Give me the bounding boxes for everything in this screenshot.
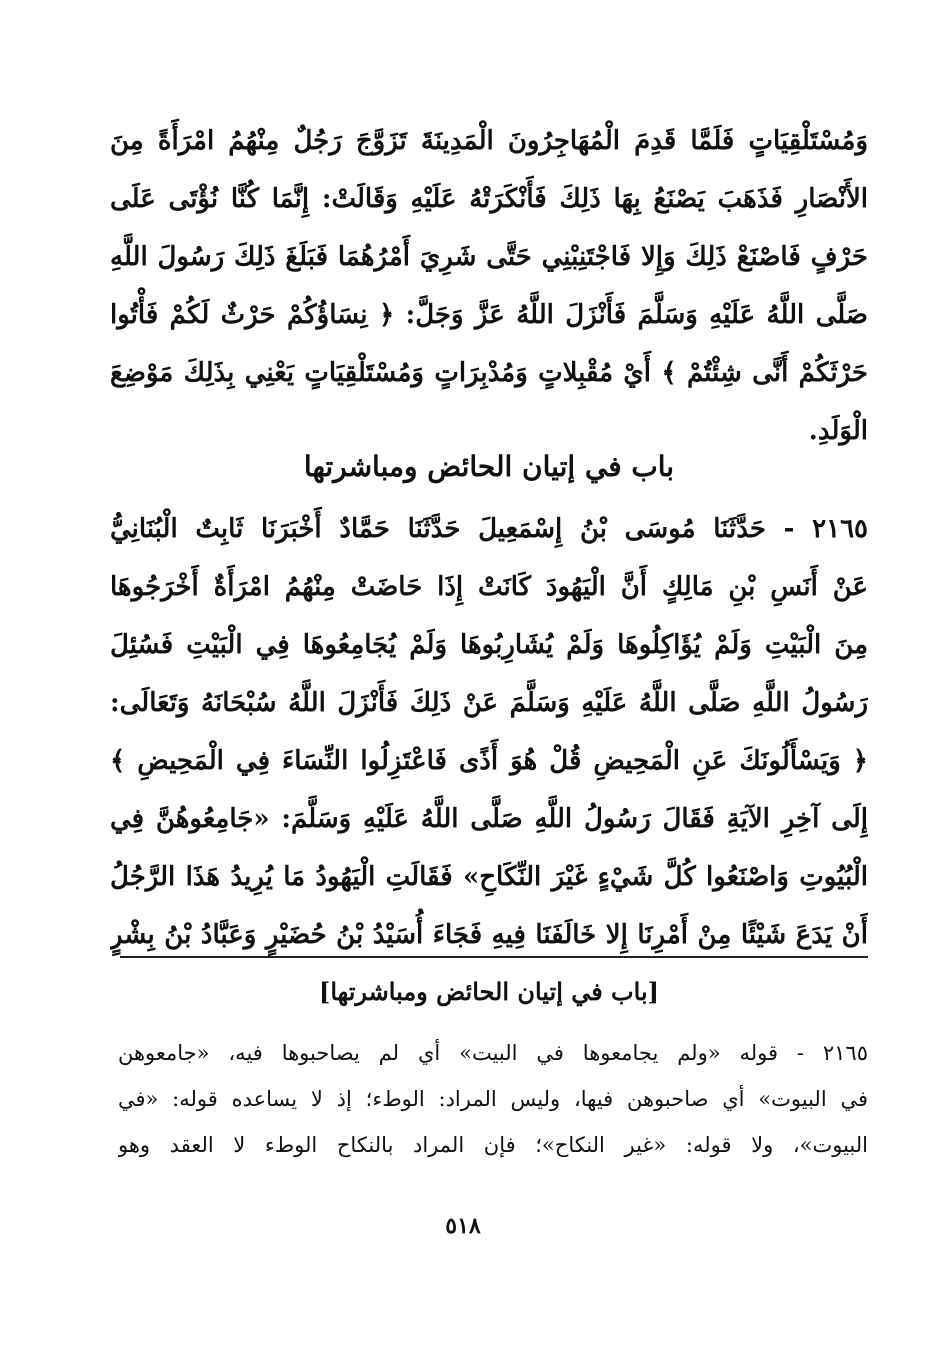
footnote-line: البيوت»، ولا قوله: «غير النكاح»؛ فإن المراد بالنكاح الوطء لا العقد وهو [118,1133,868,1157]
footnote-line: في البيوت» أي صاحبوهن فيها، وليس المراد: الوطء؛ إذ لا يساعده قوله: «في [118,1087,868,1111]
text-line: الأَنْصَارِ فَذَهَبَ يَصْنَعُ بِهَا ذَلِكَ فَأَنْكَرَتْهُ عَلَيْهِ وَقَالَتْ: إِنَّمَا كُنَّا نُؤْتَى عَلَى [110,184,868,214]
text-line: وَمُسْتَلْقِيَاتٍ فَلَمَّا قَدِمَ الْمُهَاجِرُونَ الْمَدِينَةَ تَزَوَّجَ رَجُلٌ مِنْهُمُ امْرَأَةً مِنَ [110,126,868,156]
hadith-line: أَنْ يَدَعَ شَيْئًا مِنْ أَمْرِنَا إِلا خَالَفَنَا فِيهِ فَجَاءَ أُسَيْدُ بْنُ حُضَيْرٍ وَعَبَّادُ بْنُ بِشْرٍ [110,920,868,950]
chapter-heading: باب في إتيان الحائض ومباشرتها [303,450,675,483]
text-line: حَرْفٍ فَاصْنَعْ ذَلِكَ وَإِلا فَاجْتَنِبْنِي حَتَّى شَرِيَ أَمْرُهُمَا فَبَلَغَ ذَلِكَ رَسُولَ اللَّهِ [110,242,868,272]
text-line: الْوَلَدِ. [808,416,868,446]
hadith-text-block [110,500,868,964]
hadith-line: رَسُولُ اللَّهِ صَلَّى اللَّهُ عَلَيْهِ وَسَلَّمَ عَنْ ذَلِكَ فَأَنْزَلَ اللَّهُ سُبْحَانَهُ وَتَعَالَى: [110,688,868,718]
main-text-block [110,112,868,460]
hadith-line: مِنَ الْبَيْتِ وَلَمْ يُؤَاكِلُوهَا وَلَمْ يُشَارِبُوهَا وَلَمْ يُجَامِعُوهَا فِي الْبَيْتِ فَسُئِلَ [110,630,868,660]
hadith-line: ٢١٦٥ - حَدَّثَنَا مُوسَى بْنُ إِسْمَعِيلَ حَدَّثَنَا حَمَّادٌ أَخْبَرَنَا ثَابِتٌ الْبُنَانِيُّ [110,514,868,544]
hadith-line: عَنْ أَنَسِ بْنِ مَالِكٍ أَنَّ الْيَهُودَ كَانَتْ إِذَا حَاضَتْ مِنْهُمُ امْرَأَةٌ أَخْرَجُوهَا [110,572,868,602]
text-line: حَرْثَكُمْ أَنَّى شِئْتُمْ ﴾ أَيْ مُقْبِلاتٍ وَمُدْبِرَاتٍ وَمُسْتَلْقِيَاتٍ يَعْنِي بِذَلِكَ مَوْضِعَ [110,358,868,388]
hadith-line: ﴿ وَيَسْأَلُونَكَ عَنِ الْمَحِيضِ قُلْ هُوَ أَذًى فَاعْتَزِلُوا النِّسَاءَ فِي الْمَحِيضِ ﴾ [110,746,868,776]
page-number: ٥١٨ [445,1213,481,1239]
hadith-line: الْبُيُوتِ وَاصْنَعُوا كُلَّ شَيْءٍ غَيْرَ النِّكَاحِ» فَقَالَتِ الْيَهُودُ مَا يُرِيدُ هَذَا الرَّجُلُ [110,862,868,892]
hadith-line: إِلَى آخِرِ الآيَةِ فَقَالَ رَسُولُ اللَّهِ صَلَّى اللَّهُ عَلَيْهِ وَسَلَّمَ: «جَامِعُوهُنَّ فِي [110,804,868,834]
footnote-heading: [باب في إتيان الحائض ومباشرتها] [319,977,659,1006]
footnote-block [118,1030,868,1168]
footnote-line: ٢١٦٥ - قوله «ولم يجامعوها في البيت» أي لم يصاحبوها فيه، «جامعوهن [118,1041,868,1065]
text-line: صَلَّى اللَّهُ عَلَيْهِ وَسَلَّمَ فَأَنْزَلَ اللَّهُ عَزَّ وَجَلَّ: ﴿ نِسَاؤُكُمْ حَرْثٌ لَكُمْ فَأْتُوا [110,300,868,330]
footnote-divider [120,956,868,958]
